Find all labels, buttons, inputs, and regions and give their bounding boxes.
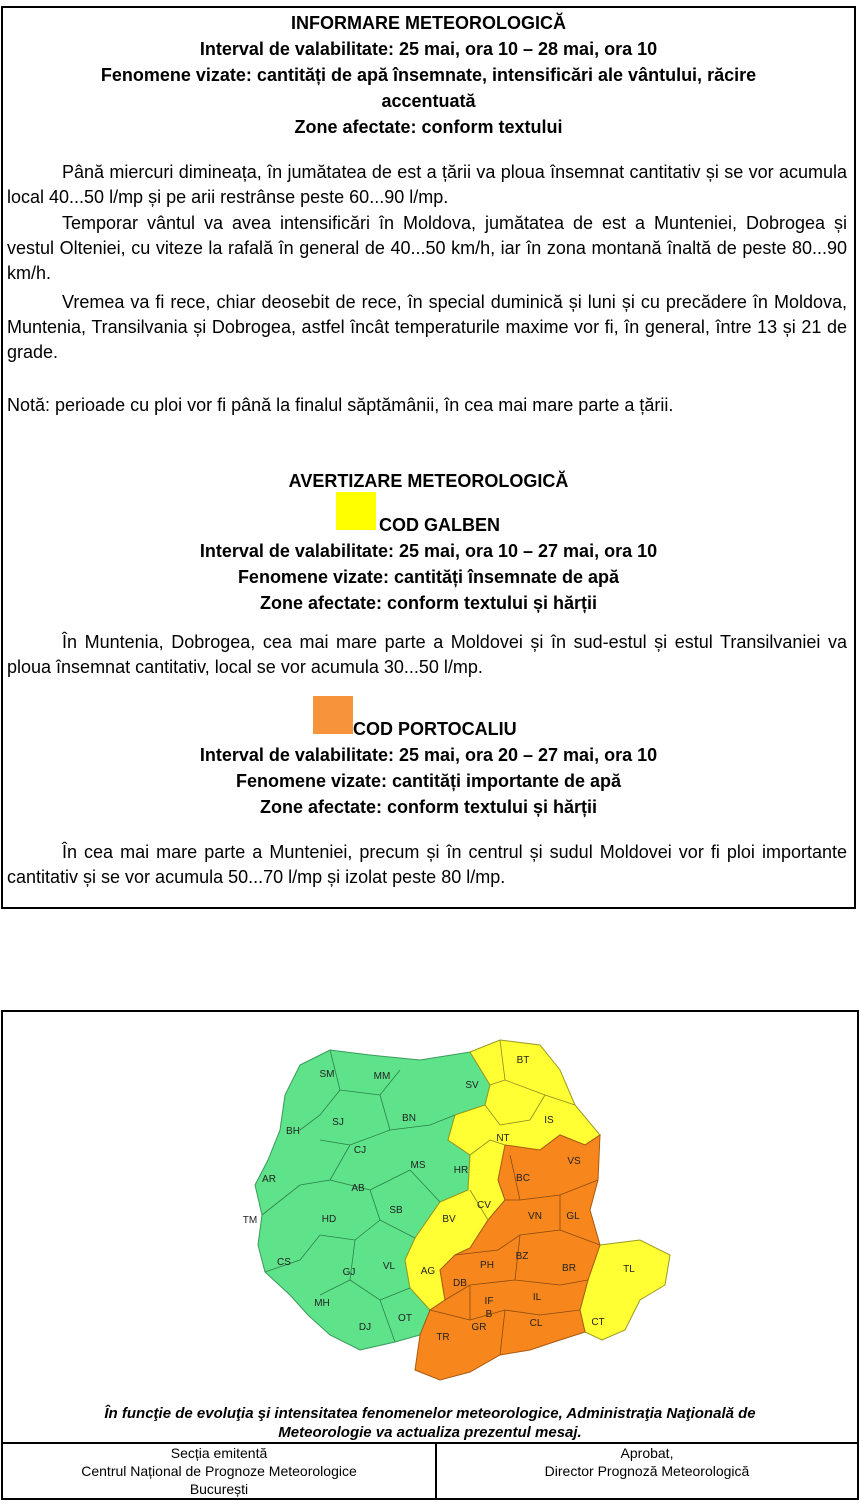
orange-code-label: COD PORTOCALIU — [353, 719, 517, 739]
yellow-code-swatch — [336, 492, 376, 530]
yellow-text: În Muntenia, Dobrogea, cea mai mare parte a Moldovei și în sud-estul și estul Transilvaniei va ploua însemnat cantitativ, local se vor acumula 30...50 l/mp. — [7, 632, 847, 677]
orange-fenomene: Fenomene vizate: cantități importante de apă — [235, 771, 622, 791]
county-label-il: IL — [532, 1292, 542, 1303]
yellow-zone: Zone afectate: conform textului și hărții — [259, 593, 598, 613]
county-label-ar: AR — [262, 1174, 276, 1185]
county-label-ab: AB — [351, 1183, 365, 1194]
bulletin-box — [1, 6, 856, 909]
county-label-gl: GL — [566, 1211, 580, 1222]
county-label-hd: HD — [321, 1214, 337, 1225]
county-label-ag: AG — [420, 1266, 436, 1277]
informare-fenomene-2: accentuată — [381, 91, 476, 111]
footer-note-line2: Meteorologie va actualiza prezentul mesaj. — [278, 1424, 582, 1441]
issuer-section-label: Secția emitentă — [170, 1445, 268, 1461]
county-label-vn: VN — [528, 1211, 542, 1222]
county-label-tr: TR — [436, 1332, 450, 1343]
county-label-db: DB — [453, 1278, 467, 1289]
county-label-tl: TL — [623, 1264, 635, 1275]
county-label-sv: SV — [465, 1080, 479, 1091]
orange-code-swatch — [313, 696, 353, 734]
county-label-cj: CJ — [353, 1145, 367, 1156]
informare-paragraph-1: Până miercuri dimineața, în jumătatea de est a țării va ploua însemnat cantitativ și se vor acumula local 40...50 l/mp și pe arii restrânse peste 60...90 l/mp. — [7, 162, 847, 207]
county-label-bh: BH — [286, 1126, 300, 1137]
county-label-if: IF — [484, 1296, 494, 1307]
informare-title: INFORMARE METEOROLOGICĂ — [291, 13, 566, 33]
informare-paragraph-3: Vremea va fi rece, chiar deosebit de rece, în special duminică și luni și cu precădere în Moldova, Muntenia, Transilvania și Dobrogea, astfel încât temperaturile maxime vor fi, în general, între 13 și 21 de grade. — [7, 292, 847, 362]
county-label-gr: GR — [471, 1322, 487, 1333]
county-label-mh: MH — [314, 1298, 330, 1309]
issuer-city: București — [189, 1481, 249, 1497]
county-label-bc: BC — [516, 1173, 530, 1184]
yellow-interval: Interval de valabilitate: 25 mai, ora 10 – 27 mai, ora 10 — [199, 541, 658, 561]
informare-paragraph-2: Temporar vântul va avea intensificări în Moldova, jumătatea de est a Munteniei, Dobrogea și vestul Olteniei, cu viteze la rafală în general de 40...50 km/h, iar în zona montană înaltă de peste 80...90 km/h. — [7, 213, 847, 283]
county-label-br: BR — [562, 1263, 576, 1274]
county-label-cv: CV — [477, 1200, 491, 1211]
approver-title: Director Prognoză Meteorologică — [544, 1463, 750, 1479]
informare-fenomene-1: Fenomene vizate: cantități de apă însemnate, intensificări ale vântului, răcire — [100, 65, 757, 85]
top-edge-fragment — [140, 0, 280, 2]
approved-label: Aprobat, — [620, 1445, 674, 1461]
county-label-is: IS — [544, 1115, 554, 1126]
county-label-bv: BV — [442, 1214, 456, 1225]
county-label-ot: OT — [398, 1313, 412, 1324]
county-label-dj: DJ — [358, 1322, 372, 1333]
county-label-sm: SM — [319, 1069, 335, 1080]
county-label-bn: BN — [402, 1113, 416, 1124]
informare-nota: Notă: perioade cu ploi vor fi până la finalul săptămânii, în cea mai mare parte a țării. — [7, 395, 674, 415]
county-label-bz: BZ — [515, 1251, 529, 1262]
county-label-mm: MM — [373, 1071, 391, 1082]
signature-left — [1, 1442, 437, 1500]
orange-interval: Interval de valabilitate: 25 mai, ora 20 – 27 mai, ora 10 — [199, 745, 658, 765]
county-label-b: B — [485, 1309, 493, 1320]
issuer-name: Centrul Național de Prognoze Meteorologice — [81, 1463, 357, 1479]
romania-warning-map — [0, 1010, 860, 1400]
county-label-cl: CL — [529, 1318, 543, 1329]
county-label-sb: SB — [389, 1205, 403, 1216]
footer-note-line1: În funcţie de evoluţia şi intensitatea fenomenelor meteorologice, Administraţia Naţională de — [104, 1405, 756, 1422]
county-label-tm: TM — [242, 1215, 258, 1226]
county-label-ph: PH — [480, 1260, 494, 1271]
county-label-sj: SJ — [332, 1117, 344, 1128]
orange-text: În cea mai mare parte a Munteniei, precum și în centrul și sudul Moldovei vor fi ploi importante cantitativ și se vor acumula 50...70 l/mp și izolat peste 80 l/mp. — [7, 842, 847, 887]
county-label-ms: MS — [410, 1160, 426, 1171]
county-label-vl: VL — [382, 1261, 396, 1272]
yellow-code-label: COD GALBEN — [379, 515, 500, 535]
footer-note — [20, 1404, 840, 1442]
county-label-bt: BT — [516, 1055, 530, 1066]
county-label-cs: CS — [277, 1257, 291, 1268]
avertizare-title: AVERTIZARE METEOROLOGICĂ — [288, 471, 569, 491]
county-label-nt: NT — [496, 1133, 510, 1144]
orange-zone: Zone afectate: conform textului și hărții — [259, 797, 598, 817]
yellow-fenomene: Fenomene vizate: cantități însemnate de apă — [237, 567, 620, 587]
informare-zone: Zone afectate: conform textului — [294, 117, 563, 137]
informare-interval: Interval de valabilitate: 25 mai, ora 10 – 28 mai, ora 10 — [199, 39, 658, 59]
county-label-hr: HR — [453, 1165, 469, 1176]
county-label-gj: GJ — [342, 1267, 356, 1278]
signature-right — [435, 1442, 859, 1500]
county-label-ct: CT — [591, 1317, 605, 1328]
county-label-vs: VS — [567, 1156, 581, 1167]
